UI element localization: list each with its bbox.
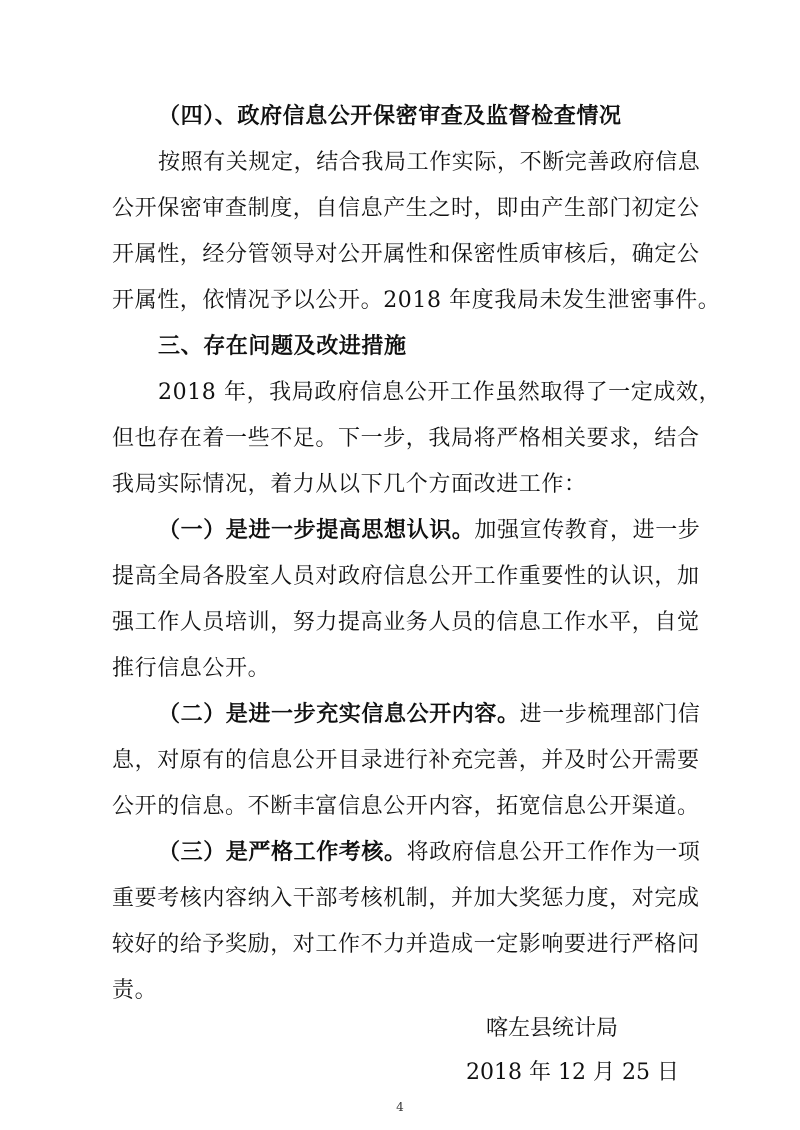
list-item-lead: （三）是严格工作考核。 — [158, 840, 407, 865]
paragraph-line: 息，对原有的信息公开目录进行补充完善，并及时公开需要 — [112, 748, 700, 773]
paragraph-line: 公开的信息。不断丰富信息公开内容，拓宽信息公开渠道。 — [112, 794, 700, 819]
list-item-first-line — [158, 516, 701, 546]
section-3-heading: 三、存在问题及改进措施 — [158, 334, 407, 359]
paragraph-line: 强工作人员培训，努力提高业务人员的信息工作水平，自觉 — [112, 610, 700, 635]
paragraph-line: 开属性，依情况予以公开。2018 年度我局未发生泄密事件。 — [112, 288, 721, 313]
paragraph-line: 重要考核内容纳入干部考核机制，并加大奖惩力度，对完成 — [112, 886, 700, 911]
list-item-rest: 加强宣传教育，进一步 — [474, 518, 701, 543]
paragraph-line: 提高全局各股室人员对政府信息公开工作重要性的认识，加 — [112, 564, 700, 589]
paragraph-line: 但也存在着一些不足。下一步，我局将严格相关要求，结合 — [112, 426, 700, 451]
paragraph-line: 2018 年，我局政府信息公开工作虽然取得了一定成效， — [158, 380, 722, 405]
list-item-first-line — [158, 838, 701, 868]
list-item-rest: 进一步梳理部门信 — [519, 702, 701, 727]
paragraph-line: 公开保密审查制度，自信息产生之时，即由产生部门初定公 — [112, 196, 700, 221]
paragraph-line: 较好的给予奖励，对工作不力并造成一定影响要进行严格问 — [112, 932, 700, 957]
list-item-lead: （一）是进一步提高思想认识。 — [158, 518, 475, 543]
paragraph-line: 开属性，经分管领导对公开属性和保密性质审核后，确定公 — [112, 242, 700, 267]
page-number: 4 — [396, 1100, 404, 1114]
section-4-heading: （四）、政府信息公开保密审查及监督检查情况 — [158, 104, 622, 129]
signature-date: 2018 年 12 月 25 日 — [466, 1060, 679, 1085]
paragraph-line: 按照有关规定，结合我局工作实际，不断完善政府信息 — [158, 150, 701, 175]
list-item-first-line — [158, 700, 701, 730]
list-item-lead: （二）是进一步充实信息公开内容。 — [158, 702, 520, 727]
paragraph-line: 推行信息公开。 — [112, 656, 271, 681]
signature-org: 喀左县统计局 — [486, 1016, 619, 1041]
paragraph-line: 我局实际情况，着力从以下几个方面改进工作： — [112, 472, 587, 497]
paragraph-line: 责。 — [112, 978, 158, 1003]
list-item-rest: 将政府信息公开工作作为一项 — [406, 840, 701, 865]
